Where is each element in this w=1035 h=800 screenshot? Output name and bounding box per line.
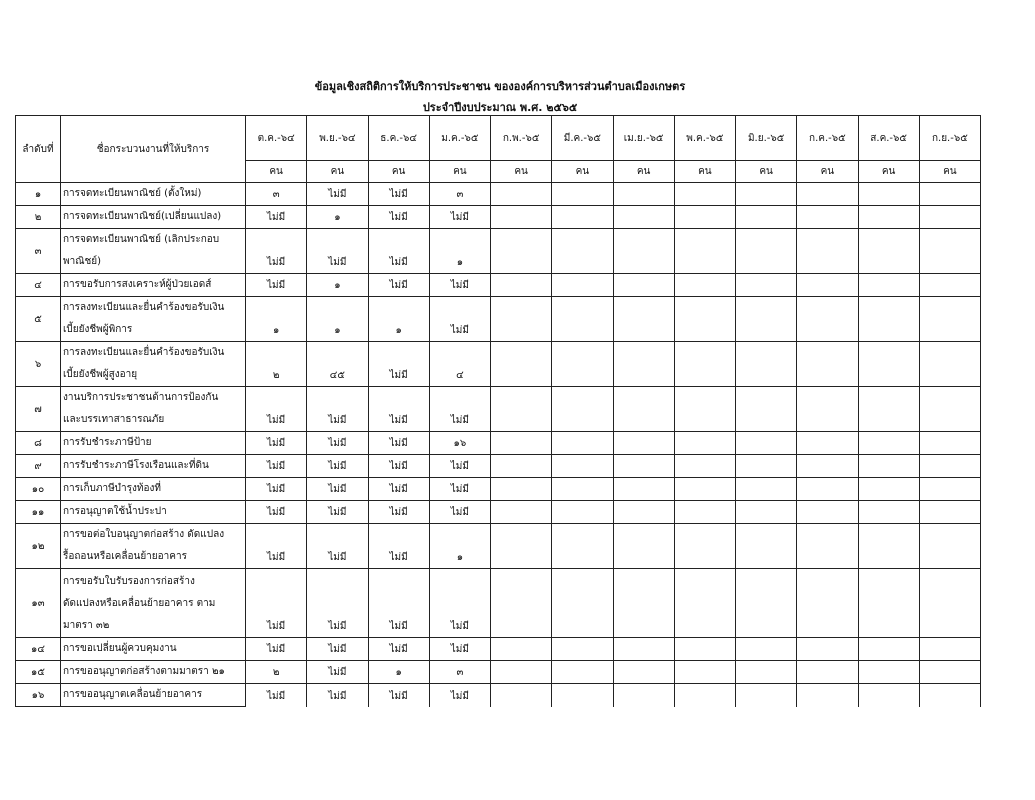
month-value (858, 229, 919, 274)
month-value: ไม่มี (246, 638, 307, 661)
month-value (858, 387, 919, 432)
month-value (797, 432, 858, 455)
header-month: ส.ค.-๖๕ (858, 116, 919, 161)
month-value: ไม่มี (307, 387, 368, 432)
month-value: ไม่มี (368, 455, 429, 478)
month-value: ไม่มี (246, 387, 307, 432)
process-name: การรับชำระภาษีโรงเรือนและที่ดิน (61, 455, 246, 478)
header-name: ชื่อกระบวนงานที่ให้บริการ (61, 116, 246, 183)
month-value (613, 229, 674, 274)
month-value: ไม่มี (246, 524, 307, 569)
header-month: เม.ย.-๖๕ (613, 116, 674, 161)
month-value: ไม่มี (246, 206, 307, 229)
month-value (858, 342, 919, 387)
process-name: การจดทะเบียนพาณิชย์ (ตั้งใหม่) (61, 183, 246, 206)
month-value (858, 569, 919, 638)
month-value (919, 432, 980, 455)
month-value (736, 183, 797, 206)
header-unit: คน (674, 161, 735, 183)
month-value: ไม่มี (368, 638, 429, 661)
month-value (613, 501, 674, 524)
month-value (613, 455, 674, 478)
month-value (674, 387, 735, 432)
month-value (919, 274, 980, 297)
header-unit: คน (368, 161, 429, 183)
month-value: ๑ (246, 297, 307, 342)
month-value (491, 684, 552, 707)
month-value (674, 638, 735, 661)
month-value (858, 183, 919, 206)
month-value (736, 387, 797, 432)
table-row (16, 524, 981, 569)
month-value: ไม่มี (429, 569, 490, 638)
month-value: ไม่มี (307, 229, 368, 274)
month-value: ไม่มี (429, 274, 490, 297)
month-value (797, 183, 858, 206)
month-value: ไม่มี (429, 684, 490, 707)
month-value: ๓ (246, 183, 307, 206)
month-value (919, 569, 980, 638)
month-value (552, 297, 613, 342)
month-value (552, 183, 613, 206)
month-value: ไม่มี (368, 432, 429, 455)
row-number: ๓ (16, 229, 61, 274)
month-value (613, 274, 674, 297)
month-value (919, 229, 980, 274)
header-no: ลำดับที่ (16, 116, 61, 183)
row-number: ๑๕ (16, 661, 61, 684)
month-value (797, 229, 858, 274)
month-value (491, 661, 552, 684)
table-row (16, 638, 981, 661)
month-value: ไม่มี (368, 684, 429, 707)
month-value (674, 661, 735, 684)
month-value (552, 342, 613, 387)
month-value: ไม่มี (307, 432, 368, 455)
month-value (736, 206, 797, 229)
month-value (491, 569, 552, 638)
month-value: ไม่มี (246, 455, 307, 478)
month-value (674, 274, 735, 297)
header-month: พ.ย.-๖๔ (307, 116, 368, 161)
header-month: ต.ค.-๖๔ (246, 116, 307, 161)
month-value (736, 569, 797, 638)
table-row (16, 183, 981, 206)
month-value (919, 183, 980, 206)
header-unit: คน (429, 161, 490, 183)
header-month: มิ.ย.-๖๕ (736, 116, 797, 161)
month-value (797, 501, 858, 524)
table-row (16, 206, 981, 229)
month-value (674, 501, 735, 524)
header-unit: คน (613, 161, 674, 183)
month-value (491, 432, 552, 455)
month-value: ไม่มี (246, 501, 307, 524)
month-value (736, 501, 797, 524)
process-name: การขอรับใบรับรองการก่อสร้าง ดัดแปลงหรือเคลื่อนย้ายอาคาร ตาม มาตรา ๓๒ (61, 569, 246, 638)
month-value: ไม่มี (368, 501, 429, 524)
month-value (491, 229, 552, 274)
month-value: ไม่มี (307, 455, 368, 478)
month-value (797, 524, 858, 569)
month-value (736, 478, 797, 501)
month-value (552, 229, 613, 274)
row-number: ๑๓ (16, 569, 61, 638)
month-value: ไม่มี (368, 229, 429, 274)
month-value: ไม่มี (368, 387, 429, 432)
process-name: การเก็บภาษีบำรุงท้องที่ (61, 478, 246, 501)
month-value (552, 387, 613, 432)
month-value (491, 297, 552, 342)
month-value (736, 524, 797, 569)
month-value (858, 478, 919, 501)
month-value (552, 638, 613, 661)
month-value: ไม่มี (368, 478, 429, 501)
header-month: พ.ค.-๖๕ (674, 116, 735, 161)
month-value (858, 524, 919, 569)
month-value (613, 478, 674, 501)
month-value (674, 524, 735, 569)
header-month: ม.ค.-๖๕ (429, 116, 490, 161)
month-value (797, 342, 858, 387)
month-value (797, 455, 858, 478)
month-value (797, 387, 858, 432)
month-value (797, 661, 858, 684)
header-unit: คน (491, 161, 552, 183)
month-value: ไม่มี (307, 183, 368, 206)
month-value (552, 661, 613, 684)
month-value: ไม่มี (429, 478, 490, 501)
header-unit: คน (307, 161, 368, 183)
month-value (858, 661, 919, 684)
process-name: การจดทะเบียนพาณิชย์(เปลี่ยนแปลง) (61, 206, 246, 229)
month-value (797, 569, 858, 638)
table-row (16, 661, 981, 684)
month-value (613, 432, 674, 455)
table-row (16, 455, 981, 478)
month-value (858, 501, 919, 524)
month-value (858, 455, 919, 478)
month-value (736, 432, 797, 455)
month-value (674, 342, 735, 387)
month-value (858, 638, 919, 661)
month-value (552, 569, 613, 638)
month-value (919, 387, 980, 432)
month-value (736, 274, 797, 297)
month-value: ไม่มี (246, 432, 307, 455)
header-unit: คน (858, 161, 919, 183)
month-value (491, 478, 552, 501)
month-value (858, 684, 919, 707)
row-number: ๙ (16, 455, 61, 478)
month-value (674, 432, 735, 455)
month-value (552, 432, 613, 455)
month-value (736, 684, 797, 707)
month-value: ๑ (307, 274, 368, 297)
month-value (552, 501, 613, 524)
month-value (858, 432, 919, 455)
month-value: ๑ (307, 206, 368, 229)
month-value: ๒ (246, 342, 307, 387)
month-value (674, 297, 735, 342)
month-value: ไม่มี (246, 478, 307, 501)
month-value (919, 455, 980, 478)
process-name: การขอรับการสงเคราะห์ผู้ป่วยเอดส์ (61, 274, 246, 297)
month-value (797, 297, 858, 342)
process-name: การลงทะเบียนและยื่นคำร้องขอรับเงิน เบี้ยยังชีพผู้สูงอายุ (61, 342, 246, 387)
month-value: ไม่มี (246, 684, 307, 707)
month-value: ๑ (368, 297, 429, 342)
month-value (552, 524, 613, 569)
month-value: ไม่มี (429, 638, 490, 661)
month-value (736, 297, 797, 342)
month-value (674, 455, 735, 478)
header-unit: คน (797, 161, 858, 183)
month-value (552, 274, 613, 297)
month-value: ๑ (429, 229, 490, 274)
month-value (613, 183, 674, 206)
month-value (613, 387, 674, 432)
month-value (919, 342, 980, 387)
header-row (16, 116, 981, 161)
table-row (16, 501, 981, 524)
month-value (613, 638, 674, 661)
month-value (613, 297, 674, 342)
row-number: ๕ (16, 297, 61, 342)
header-unit: คน (736, 161, 797, 183)
month-value: ไม่มี (307, 478, 368, 501)
row-number: ๒ (16, 206, 61, 229)
month-value (858, 274, 919, 297)
process-name: การขอเปลี่ยนผู้ควบคุมงาน (61, 638, 246, 661)
month-value (736, 661, 797, 684)
process-name: การจดทะเบียนพาณิชย์ (เลิกประกอบ พาณิชย์) (61, 229, 246, 274)
month-value: ไม่มี (368, 342, 429, 387)
month-value (613, 206, 674, 229)
month-value: ไม่มี (368, 569, 429, 638)
month-value (674, 684, 735, 707)
month-value: ไม่มี (429, 501, 490, 524)
process-name: งานบริการประชาชนด้านการป้องกัน และบรรเทาสาธารณภัย (61, 387, 246, 432)
month-value (919, 638, 980, 661)
table-row (16, 297, 981, 342)
statistics-table (15, 115, 981, 707)
month-value (797, 478, 858, 501)
month-value: ๓ (429, 183, 490, 206)
month-value: ๒ (246, 661, 307, 684)
process-name: การขออนุญาตเคลื่อนย้ายอาคาร (61, 684, 246, 707)
month-value (736, 638, 797, 661)
month-value (552, 684, 613, 707)
row-number: ๔ (16, 274, 61, 297)
month-value: ๑ (429, 524, 490, 569)
month-value: ๑๖ (429, 432, 490, 455)
month-value (919, 206, 980, 229)
month-value (797, 684, 858, 707)
month-value: ๔ (429, 342, 490, 387)
process-name: การขออนุญาตก่อสร้างตามมาตรา ๒๑ (61, 661, 246, 684)
month-value (797, 274, 858, 297)
row-number: ๑๖ (16, 684, 61, 707)
month-value: ๓ (429, 661, 490, 684)
table-row (16, 432, 981, 455)
month-value (674, 229, 735, 274)
month-value: ไม่มี (246, 229, 307, 274)
table-row (16, 229, 981, 274)
month-value: ไม่มี (307, 661, 368, 684)
month-value (674, 183, 735, 206)
header-month: ก.ค.-๖๕ (797, 116, 858, 161)
month-value (491, 501, 552, 524)
month-value (491, 638, 552, 661)
month-value (674, 206, 735, 229)
month-value (736, 342, 797, 387)
table-row (16, 342, 981, 387)
month-value (613, 524, 674, 569)
month-value: ไม่มี (307, 569, 368, 638)
month-value (552, 478, 613, 501)
month-value: ไม่มี (368, 274, 429, 297)
month-value: ไม่มี (307, 684, 368, 707)
month-value (797, 206, 858, 229)
month-value (736, 455, 797, 478)
month-value (919, 501, 980, 524)
month-value (613, 661, 674, 684)
row-number: ๑๒ (16, 524, 61, 569)
month-value (919, 524, 980, 569)
month-value: ไม่มี (246, 274, 307, 297)
month-value (491, 387, 552, 432)
header-unit: คน (552, 161, 613, 183)
header-month: ก.พ.-๖๕ (491, 116, 552, 161)
month-value: ๑ (307, 297, 368, 342)
month-value (613, 684, 674, 707)
month-value (919, 684, 980, 707)
process-name: การขอต่อใบอนุญาตก่อสร้าง ดัดแปลง รื้อถอนหรือเคลื่อนย้ายอาคาร (61, 524, 246, 569)
month-value: ไม่มี (368, 183, 429, 206)
row-number: ๑๑ (16, 501, 61, 524)
row-number: ๑๐ (16, 478, 61, 501)
process-name: การลงทะเบียนและยื่นคำร้องขอรับเงิน เบี้ยยังชีพผู้พิการ (61, 297, 246, 342)
month-value (919, 661, 980, 684)
month-value: ไม่มี (368, 206, 429, 229)
month-value: ไม่มี (429, 206, 490, 229)
month-value (858, 206, 919, 229)
row-number: ๑๔ (16, 638, 61, 661)
page-title: ข้อมูลเชิงสถิติการให้บริการประชาชน ขององค์การบริหารส่วนตำบลเมืองเกษตร (314, 80, 686, 93)
header-month: ก.ย.-๖๕ (919, 116, 980, 161)
month-value: ๑ (368, 661, 429, 684)
month-value (491, 342, 552, 387)
month-value (552, 206, 613, 229)
table-row (16, 684, 981, 707)
month-value (491, 455, 552, 478)
row-number: ๑ (16, 183, 61, 206)
row-number: ๗ (16, 387, 61, 432)
process-name: การอนุญาตใช้น้ำประปา (61, 501, 246, 524)
row-number: ๘ (16, 432, 61, 455)
table-row (16, 569, 981, 638)
month-value (552, 455, 613, 478)
month-value: ไม่มี (307, 501, 368, 524)
month-value: ไม่มี (307, 638, 368, 661)
page-subtitle: ประจำปีงบประมาณ พ.ศ. ๒๕๖๕ (422, 101, 578, 114)
month-value (491, 206, 552, 229)
month-value: ไม่มี (429, 387, 490, 432)
month-value (674, 478, 735, 501)
header-unit: คน (919, 161, 980, 183)
header-month: ธ.ค.-๖๔ (368, 116, 429, 161)
month-value (491, 183, 552, 206)
month-value (491, 274, 552, 297)
month-value (858, 297, 919, 342)
month-value (797, 638, 858, 661)
month-value: ไม่มี (307, 524, 368, 569)
month-value: ๔๕ (307, 342, 368, 387)
month-value (919, 297, 980, 342)
row-number: ๖ (16, 342, 61, 387)
month-value (613, 569, 674, 638)
table-row (16, 387, 981, 432)
header-month: มี.ค.-๖๕ (552, 116, 613, 161)
month-value: ไม่มี (246, 569, 307, 638)
month-value (613, 342, 674, 387)
month-value (919, 478, 980, 501)
month-value (674, 569, 735, 638)
month-value (736, 229, 797, 274)
month-value: ไม่มี (368, 524, 429, 569)
table-row (16, 478, 981, 501)
month-value: ไม่มี (429, 455, 490, 478)
table-row (16, 274, 981, 297)
process-name: การรับชำระภาษีป้าย (61, 432, 246, 455)
month-value (491, 524, 552, 569)
month-value: ไม่มี (429, 297, 490, 342)
header-unit: คน (246, 161, 307, 183)
